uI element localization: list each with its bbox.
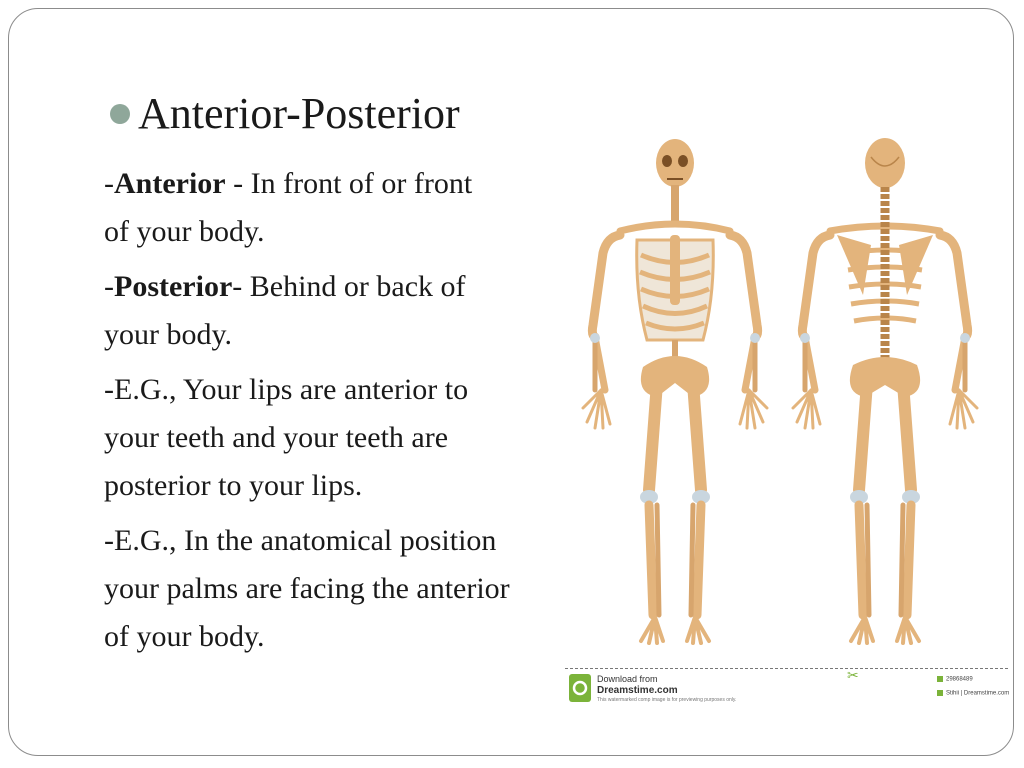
scissors-icon: ✂: [847, 668, 859, 684]
skeleton-posterior-view: [793, 138, 977, 643]
term-posterior: Posterior: [114, 270, 233, 303]
image-credit: [937, 690, 1009, 697]
example-palms-line1: -E.G., In the anatomical position: [104, 524, 497, 557]
example-lips-line2: your teeth and your teeth are: [104, 421, 449, 454]
circle-bullet-icon: [110, 104, 130, 124]
image-credit-text: Stihii | Dreamstime.com: [946, 690, 1010, 697]
posterior-definition-line2: your body.: [104, 318, 233, 351]
paragraph-example-palms: [104, 517, 564, 661]
download-from-text: Download from: [597, 674, 658, 684]
paragraph-example-lips: [104, 366, 564, 510]
example-lips-line1: -E.G., Your lips are anterior to: [104, 373, 469, 406]
dreamstime-site-text: Dreamstime.com: [597, 685, 678, 696]
image-id-text: 29868489: [946, 676, 973, 683]
dash: -: [104, 270, 114, 303]
dreamstime-logo-icon: [569, 674, 591, 702]
dashed-cut-line: [565, 668, 1008, 669]
term-anterior: Anterior: [114, 167, 226, 200]
paragraph-anterior: [104, 160, 564, 256]
slide-title: Anterior-Posterior: [138, 89, 460, 138]
title-row: [110, 89, 460, 138]
posterior-definition: - Behind or back of: [232, 270, 466, 303]
example-palms-line2: your palms are facing the anterior: [104, 572, 510, 605]
dash: -: [104, 167, 114, 200]
skeleton-anterior-view: [583, 139, 767, 643]
body-text: [104, 160, 564, 670]
anterior-definition-line2: of your body.: [104, 215, 265, 248]
credit-square-icon: [937, 690, 943, 696]
image-id: [937, 676, 973, 683]
paragraph-posterior: [104, 263, 564, 359]
watermark-bar: [565, 668, 1008, 708]
example-palms-line3: of your body.: [104, 620, 265, 653]
anterior-definition: - In front of or front: [225, 167, 473, 200]
id-square-icon: [937, 676, 943, 682]
example-lips-line3: posterior to your lips.: [104, 469, 363, 502]
skeleton-illustration: [560, 135, 1010, 670]
watermark-note: This watermarked comp image is for previewing purposes only.: [597, 697, 737, 703]
